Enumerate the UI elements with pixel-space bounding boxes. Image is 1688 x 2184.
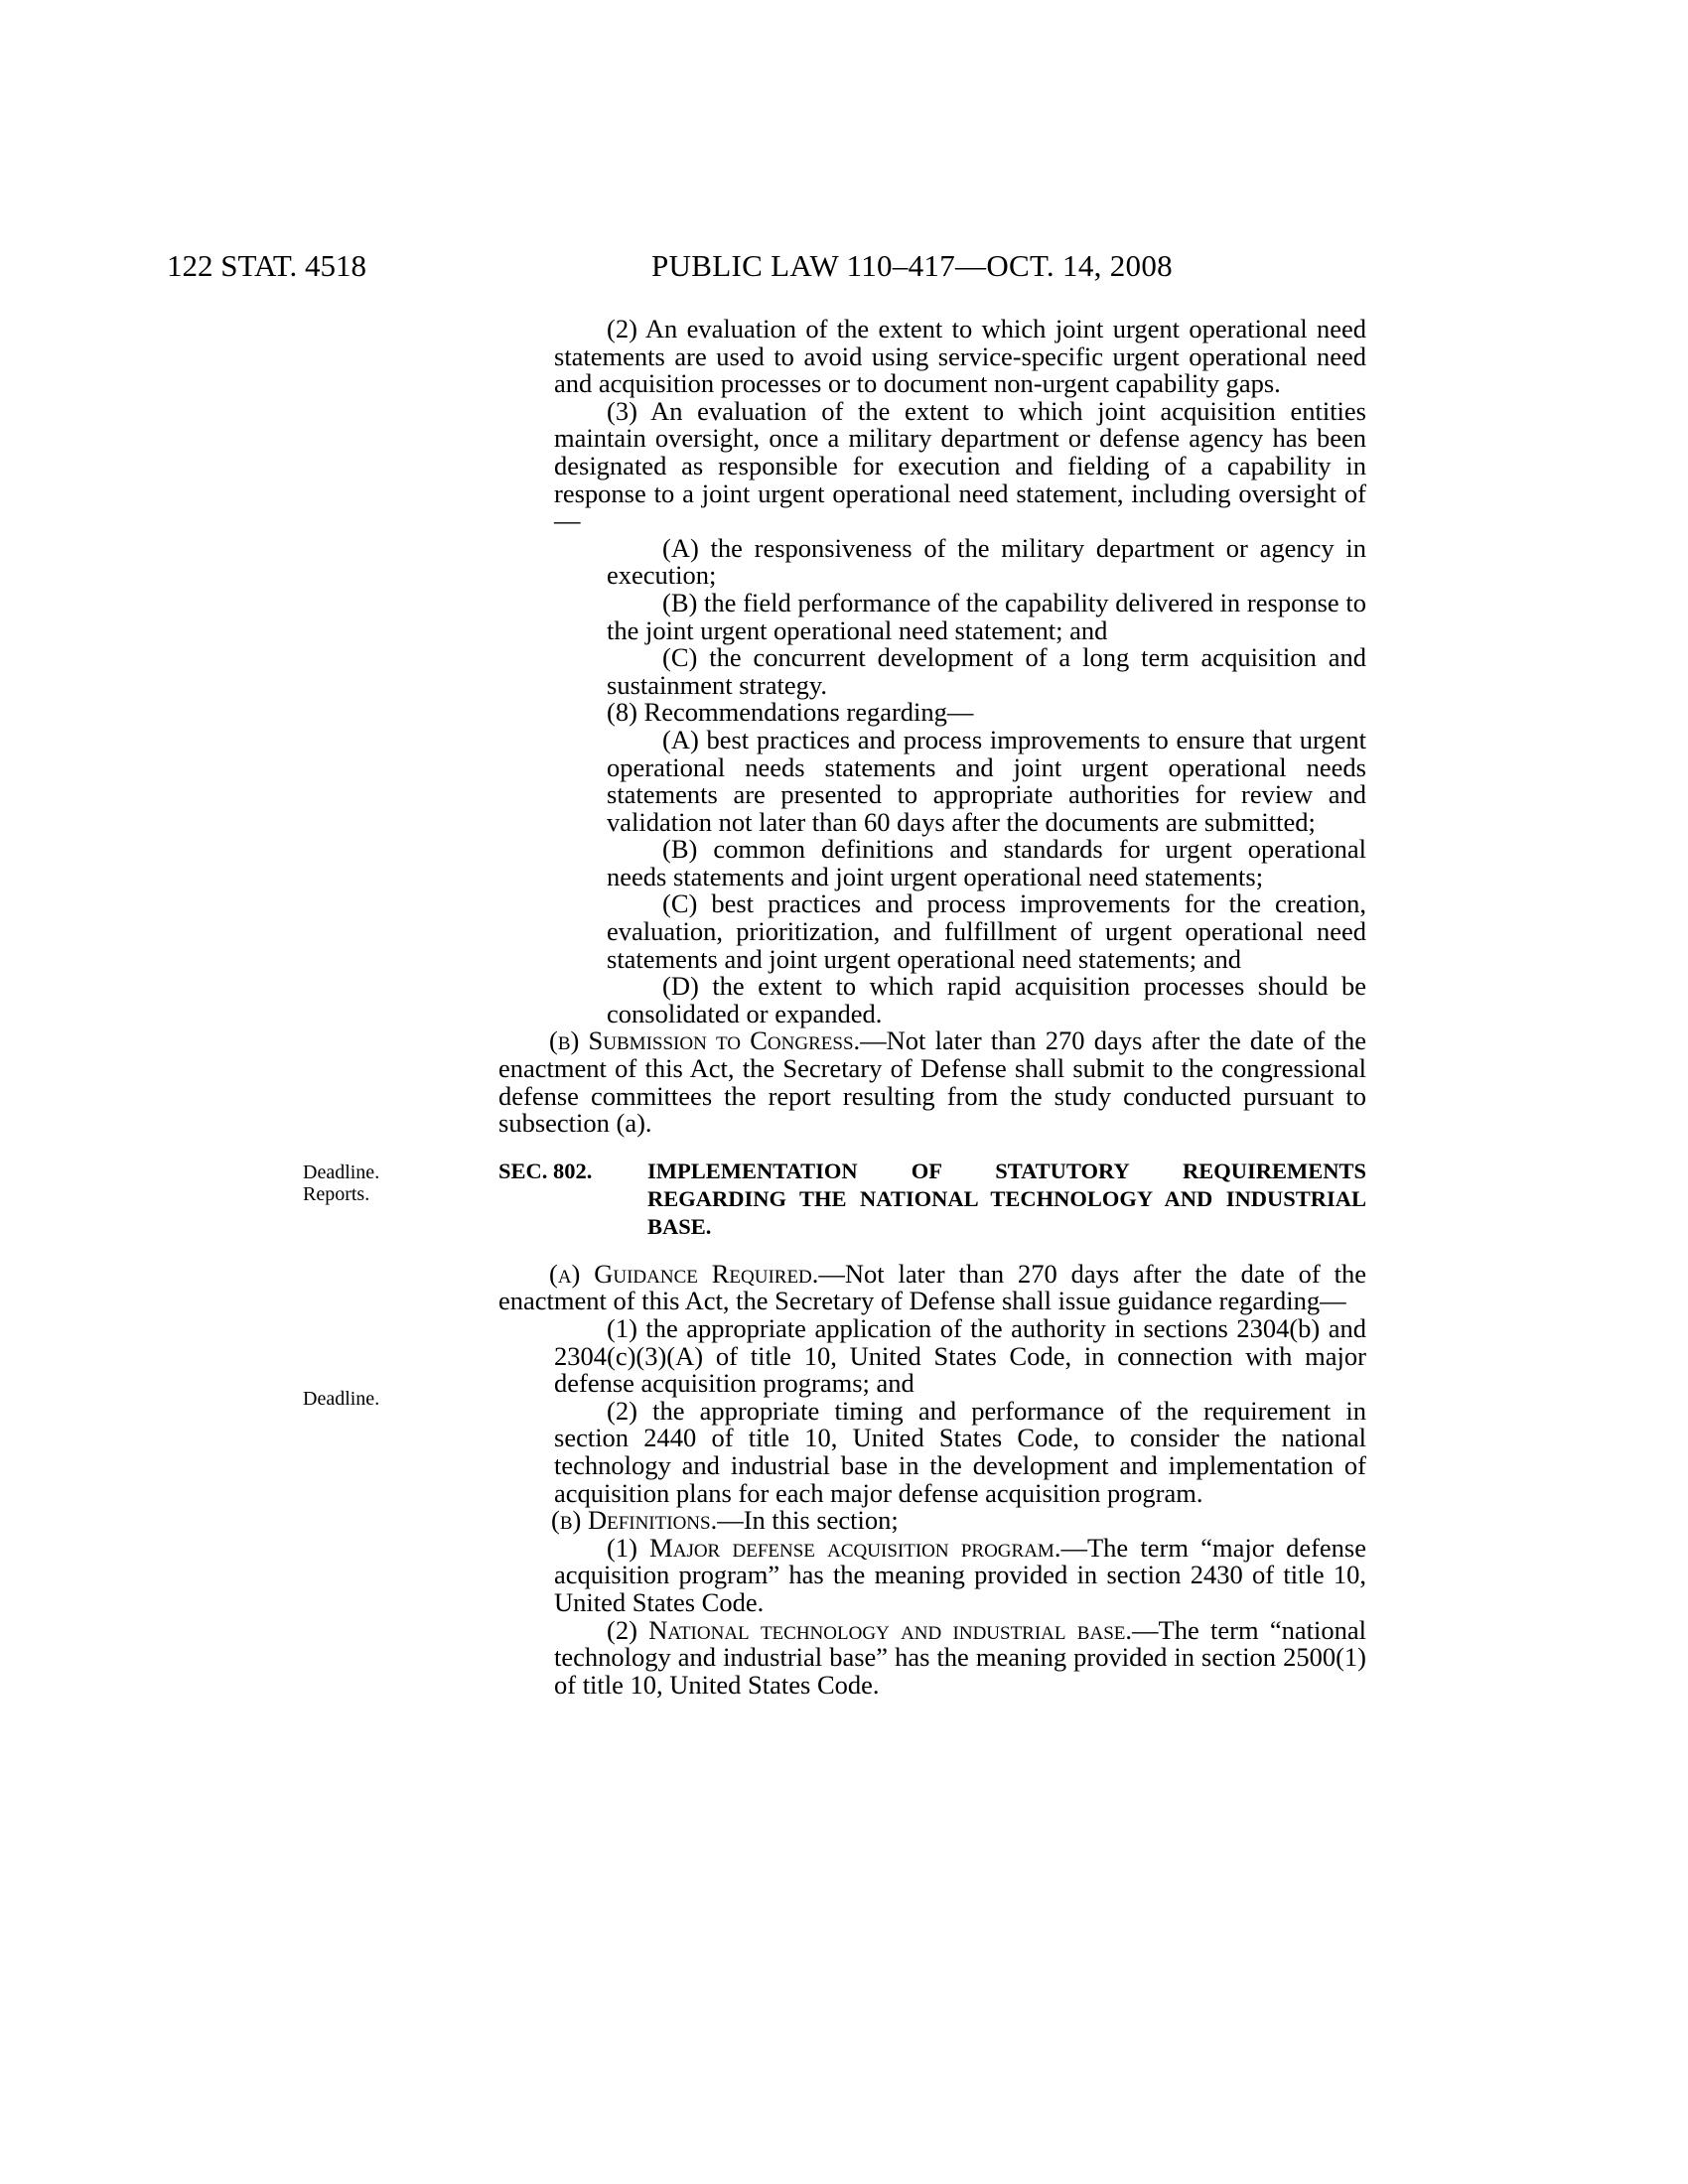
paragraph-8a: (A) best practices and process improvements to ensure that urgent operational needs statements and joint urgent operational needs statements are presented to appropriate authorities for review and validation not later than 60 days after the documents are submitted; [607,724,1366,837]
paragraph-3c: (C) the concurrent development of a long term acquisition and sustainment strategy. [607,642,1366,700]
section-number: SEC. 802. [498,1158,593,1183]
subsection-a-guidance [498,1258,1366,1316]
definitions-text: —In this section; [717,1505,899,1536]
paragraph-3a: (A) the responsiveness of the military department or agency in execution; [607,532,1366,591]
paragraph-8: (8) Recommendations regarding— [607,697,974,728]
definition-1-text: —The term “major defense acquisition program” has the meaning provided in section 2430 of title 10, United States Code. [554,1532,1366,1617]
definition-2-text: —The term “national technology and industrial base” has the meaning provided in section 2500(1) of title 10, United States Code. [554,1614,1366,1700]
paragraph-8b: (B) common definitions and standards for urgent operational needs statements and joint urgent operational need statements; [607,834,1366,891]
definition-2-heading: (2) National technology and industrial base. [607,1614,1133,1645]
main-text [498,316,1366,1699]
definition-1 [498,1532,1366,1617]
paragraph-8c: (C) best practices and process improvements for the creation, evaluation, prioritization, and fulfillment of urgent operational need statements and joint urgent operational need statements; and [607,888,1366,974]
definition-1-heading: (1) Major defense acquisition program. [607,1532,1061,1563]
margin-note-reports: Reports. [303,1183,370,1205]
subsection-a-heading: (a) Guidance Required. [549,1258,819,1289]
paragraph-a2: (2) the appropriate timing and performance of the requirement in section 2440 of title 10, United States Code, to consider the national technology and industrial base in the development and implementation of acquisition plans for each major defense acquisition program. [554,1395,1366,1508]
paragraph-3: (3) An evaluation of the extent to which joint acquisition entities maintain oversight, once a military department or defense agency has been designated as responsible for execution and fielding of a capability in response to a joint urgent operational need statement, including oversight of— [554,395,1366,536]
paragraph-a1: (1) the appropriate application of the authority in sections 2304(b) and 2304(c)(3)(A) of title 10, United States Code, in connection with major defense acquisition programs; and [554,1313,1366,1399]
subsection-b-text: —Not later than 270 days after the date of the enactment of this Act, the Secretary of Defense shall submit to the congressional defense committees the report resulting from the study conducted pursuant to subsection (a). [498,1025,1366,1139]
paragraph-3b: (B) the field performance of the capability delivered in response to the joint urgent operational need statement; and [607,587,1366,645]
section-802-heading [498,1158,1366,1241]
margin-note-deadline-2: Deadline. [303,1388,380,1410]
margin-note-deadline: Deadline. [303,1161,380,1183]
definition-2 [498,1614,1366,1700]
definitions-heading: (b) Definitions. [551,1505,718,1536]
subsection-b-definitions [498,1507,1366,1535]
section-title: IMPLEMENTATION OF STATUTORY REQUIREMENTS REGARDING THE NATIONAL TECHNOLOGY AND INDUSTRIAL BASE. [647,1158,1366,1239]
subsection-b-submission [498,1027,1366,1137]
paragraph-8d: (D) the extent to which rapid acquisition processes should be consolidated or expanded. [607,971,1366,1028]
subsection-b-heading: (b) Submission to Congress. [549,1025,861,1056]
subsection-a-text: —Not later than 270 days after the date of the enactment of this Act, the Secretary of Defense shall issue guidance regarding— [498,1258,1366,1316]
page-stat-number: 122 STAT. 4518 [167,248,367,283]
margin-note-deadline-reports [303,1161,379,1205]
running-head: PUBLIC LAW 110–417—OCT. 14, 2008 [651,248,1173,283]
paragraph-2: (2) An evaluation of the extent to which joint urgent operational need statements are used to avoid using service-specific urgent operational need and acquisition processes or to document non-urgent capability gaps. [554,314,1366,399]
